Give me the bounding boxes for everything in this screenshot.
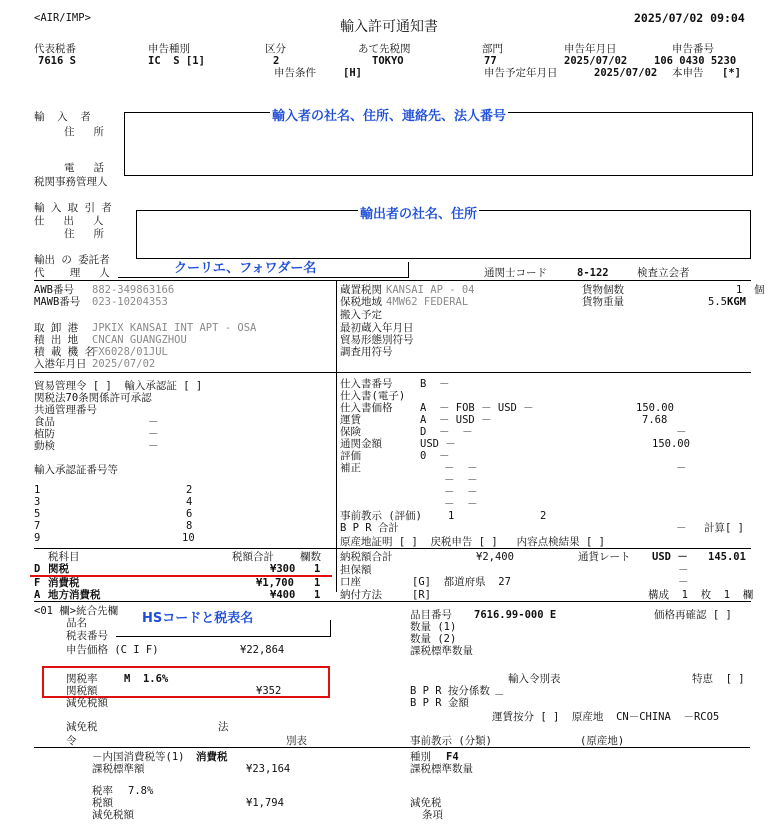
adjustment-line: － － (444, 474, 478, 486)
freight-origin: 運賃按分 [ ] 原産地 CN－CHINA －RCO5 (492, 711, 720, 723)
value-valuation: 0 － (420, 450, 450, 462)
label-dest-customs: あて先税関 (358, 43, 411, 55)
value-prior-ruling-2: 2 (540, 510, 547, 522)
amount-invoice-price: 150.00 (636, 402, 674, 414)
label-trade-party: 輸 入 取 引 者 (34, 202, 112, 214)
value-animal: － (148, 440, 159, 452)
importer-annotation: 輸入者の社名、住所、連絡先、法人番号 (272, 109, 507, 124)
amount-adjustment: － (676, 462, 687, 474)
value-main-decl: [*] (722, 67, 741, 79)
value-cif: ¥22,864 (240, 644, 285, 656)
value-decl-type: IC S [1] (148, 55, 205, 67)
label-kind: 種別 (410, 751, 431, 763)
approval-num: 9 (34, 532, 41, 544)
label-customs-value: 通関金額 (340, 438, 382, 450)
label-bonded-area: 保税地域 (340, 296, 382, 308)
label-section: 部門 (482, 43, 503, 55)
issue-datetime: 2025/07/02 09:04 (634, 11, 745, 25)
label-bpr-amount: B P R 金額 (410, 697, 469, 709)
label-decl-type: 申告種別 (148, 43, 190, 55)
label-reprice: 価格再確認 [ ] (654, 609, 732, 621)
value-category: 2 (273, 55, 280, 67)
label-invoice-price: 仕入書価格 (340, 402, 393, 414)
label-origin-cert: 原産地証明 [ ] 戻税申告 [ ] 内容点検結果 [ ] (340, 536, 605, 548)
value-adjustment: － － (444, 462, 478, 474)
label-decl-date: 申告年月日 (564, 43, 617, 55)
label-flight: 積 載 機 名 (34, 346, 95, 358)
composition: 構成 1 枚 1 欄 (648, 589, 754, 601)
tax-cols-local: 1 (314, 589, 321, 601)
tax-cols-consumption: 1 (314, 577, 321, 589)
label-exempt-amount: 減免税額 (66, 697, 108, 709)
label-tax-base: 課税標準額 (92, 763, 145, 775)
value-bpr-dash: － (494, 689, 505, 701)
label-payment-method: 納付方法 (340, 589, 382, 601)
label-importer-phone: 電 話 (64, 162, 104, 174)
label-item-name: 品名 (66, 617, 87, 629)
label-prior-class: 事前教示 (分類) (410, 735, 492, 747)
value-plant: － (148, 428, 159, 440)
label-plan-date: 申告予定年月日 (484, 67, 558, 79)
label-loading-place: 積 出 地 (34, 334, 79, 346)
label-decl-cond: 申告条件 (274, 67, 316, 79)
value-weight: 5.5 (708, 296, 727, 308)
value-invoice-no: B － (420, 378, 450, 390)
value-account-dash: － (678, 576, 689, 588)
agent-annotation: クーリエ、フォワダー名 (174, 261, 317, 276)
label-awb: AWB番号 (34, 284, 74, 296)
label-tax-item: 税科目 (48, 551, 80, 563)
label-discharge-port: 取 卸 港 (34, 322, 79, 334)
label-bpr-coef: B P R 按分係数 (410, 685, 490, 697)
label-qty2: 数量 (2) (410, 633, 457, 645)
label-prior-ruling: 事前教示 (評価) (340, 510, 422, 522)
label-first-storage: 最初蔵入年月日 (340, 322, 414, 334)
label-survey-code: 調査用符号 (340, 346, 393, 358)
label-law: 法 (218, 721, 229, 733)
unit-packages: 個 (754, 284, 765, 296)
value-domestic-tax-name: 消費税 (196, 751, 228, 763)
value-food: － (148, 416, 159, 428)
approval-num: 7 (34, 520, 41, 532)
label-exchange-rate: 通貨レート (578, 551, 631, 563)
item-header: <01 欄>統合先欄 (34, 605, 119, 617)
label-rep-code: 代表税番 (34, 43, 76, 55)
value-packages: 1 (736, 284, 743, 296)
label-shipper: 仕 出 人 (34, 215, 104, 227)
label-arrival-date: 入港年月日 (34, 358, 87, 370)
value-awb: 882-349863166 (92, 284, 175, 296)
tax-name-consumption: 消費税 (48, 577, 80, 589)
value-kind: F4 (446, 751, 459, 763)
value-section: 77 (484, 55, 497, 67)
unit-weight: KGM (727, 296, 746, 308)
label-art70: 関税法70条関係許可承認 (34, 392, 152, 404)
value-insurance: D － － (420, 426, 473, 438)
divider (34, 280, 751, 281)
label-preferential: 特恵 [ ] (692, 673, 745, 685)
value-discharge-port: JPKIX KANSAI INT APT - OSA (92, 322, 257, 334)
label-calc: 計算[ ] (704, 522, 744, 534)
label-customs-admin: 税関事務管理人 (34, 176, 108, 188)
label-account: 口座 (340, 576, 361, 588)
label-inspection-witness: 検査立会者 (637, 267, 690, 279)
label-annex: 別表 (286, 735, 307, 747)
divider (34, 601, 751, 602)
label-agent: 代 理 人 (34, 267, 110, 279)
label-decl-no: 申告番号 (672, 43, 714, 55)
value-bpr-total: － (676, 522, 687, 534)
label-bpr-total: B P R 合計 (340, 522, 399, 534)
label-category: 区分 (265, 43, 286, 55)
tax-cols-duty: 1 (314, 563, 321, 575)
label-import-table: 輸入令別表 (508, 673, 561, 685)
value-dest-customs: TOKYO (372, 55, 404, 67)
label-invoice-no: 仕入書番号 (340, 378, 393, 390)
value-invoice-price: A － FOB － USD － (420, 402, 534, 414)
value-bonded-area: 4MW62 FEDERAL (386, 296, 469, 308)
system-label: <AIR/IMP> (34, 12, 91, 24)
label-insurance: 保険 (340, 426, 361, 438)
label-domestic-tax: －内国消費税等(1) (92, 751, 185, 763)
label-order: 令 (66, 735, 77, 747)
value-mawb: 023-10204353 (92, 296, 168, 308)
label-ctax-amount: 税額 (92, 797, 113, 809)
label-qty1: 数量 (1) (410, 621, 457, 633)
vertical-divider (336, 280, 337, 592)
tax-amount-consumption: ¥1,700 (256, 577, 294, 589)
value-freight: A － USD － (420, 414, 492, 426)
adjustment-line: － － (444, 486, 478, 498)
label-consignor: 輸出 の 委託者 (34, 254, 110, 266)
label-clause: 条項 (422, 809, 443, 821)
label-invoice-electronic: 仕入書(電子) (340, 390, 406, 402)
label-kind-qty: 課税標準数量 (410, 763, 473, 775)
value-rep-code: 7616 S (38, 55, 76, 67)
label-ctax-rate: 税率 (92, 785, 113, 797)
approval-num: 8 (186, 520, 193, 532)
tax-amount-duty: ¥300 (270, 563, 296, 575)
amount-freight: 7.68 (642, 414, 668, 426)
value-security: － (678, 564, 689, 576)
label-common-mgmt: 共通管理番号 (34, 404, 97, 416)
label-valuation: 評価 (340, 450, 361, 462)
approval-num: 5 (34, 508, 41, 520)
value-prior-ruling-1: 1 (448, 510, 455, 522)
label-storage-customs: 蔵置税関 (340, 284, 382, 296)
label-adjustment: 補正 (340, 462, 361, 474)
tax-code-local: A (34, 589, 41, 601)
label-cif: 申告価格 (C I F) (66, 644, 159, 656)
label-weight: 貨物重量 (582, 296, 624, 308)
label-duty-amount: 関税額 (66, 685, 98, 697)
approval-num: 2 (186, 484, 193, 496)
label-shipper-address: 住 所 (64, 228, 104, 240)
value-rate-currency: USD － (652, 551, 688, 563)
value-loading-place: CNCAN GUANGZHOU (92, 334, 187, 346)
value-duty-rate: M 1.6% (124, 673, 169, 685)
value-broker-code: 8-122 (577, 267, 609, 279)
label-taxable-qty: 課税標準数量 (410, 645, 473, 657)
label-approval-no: 輸入承認証番号等 (34, 464, 118, 476)
tax-name-local: 地方消費税 (48, 589, 101, 601)
label-total-tax: 納税額合計 (340, 551, 393, 563)
amount-customs-value: 150.00 (652, 438, 690, 450)
value-arrival-date: 2025/07/02 (92, 358, 156, 370)
label-carry-in: 搬入予定 (340, 309, 382, 321)
value-customs-value: USD － (420, 438, 456, 450)
value-storage-customs: KANSAI AP - 04 (386, 284, 475, 296)
label-importer-address: 住 所 (64, 126, 104, 138)
label-ctax-exempt: 減免税額 (92, 809, 134, 821)
label-freight: 運賃 (340, 414, 361, 426)
tax-code-duty: D (34, 563, 41, 575)
approval-num: 1 (34, 484, 41, 496)
value-ctax-amount: ¥1,794 (246, 797, 284, 809)
value-decl-cond: [H] (343, 67, 362, 79)
value-decl-date: 2025/07/02 (564, 55, 628, 67)
value-duty-amount: ¥352 (256, 685, 282, 697)
value-total-tax: ¥2,400 (476, 551, 514, 563)
label-duty-rate: 関税率 (66, 673, 98, 685)
label-tariff-no: 税表番号 (66, 630, 108, 642)
approval-num: 10 (182, 532, 195, 544)
label-importer: 輸 入 者 (34, 111, 91, 123)
label-food: 食品 (34, 416, 55, 428)
approval-num: 6 (186, 508, 193, 520)
label-security: 担保額 (340, 564, 372, 576)
divider (34, 548, 751, 549)
tax-amount-local: ¥400 (270, 589, 296, 601)
label-packages: 貨物個数 (582, 284, 624, 296)
amount-insurance: － (676, 426, 687, 438)
label-main-decl: 本申告 (672, 67, 704, 79)
label-plant: 植防 (34, 428, 55, 440)
exporter-annotation: 輸出者の社名、住所 (360, 207, 478, 222)
label-mawb: MAWB番号 (34, 296, 81, 308)
page-title: 輸入許可通知書 (340, 19, 438, 35)
value-flight: FX6028/01JUL (92, 346, 168, 358)
approval-num: 3 (34, 496, 41, 508)
approval-num: 4 (186, 496, 193, 508)
value-hs-code: 7616.99-000 E (474, 609, 557, 621)
adjustment-line: － － (444, 498, 478, 510)
label-origin-paren: (原産地) (580, 735, 625, 747)
label-broker-code: 通関士コード (484, 267, 547, 279)
value-decl-no: 106 0430 5230 (654, 55, 737, 67)
divider (34, 747, 750, 748)
label-exempt-tax: 減免税 (66, 721, 98, 733)
hs-annotation: HSコードと税表名 (142, 611, 254, 626)
value-payment-method: [R] (412, 589, 431, 601)
label-columns: 欄数 (300, 551, 321, 563)
label-hs-code: 品目番号 (410, 609, 452, 621)
divider (34, 372, 751, 373)
label-trade-control: 貿易管理令 [ ] 輸入承認証 [ ] (34, 380, 203, 392)
label-trade-form: 貿易形態別符号 (340, 334, 414, 346)
label-tax-total: 税額合計 (232, 551, 274, 563)
tax-name-duty: 関税 (48, 563, 69, 575)
value-ctax-rate: 7.8% (128, 785, 154, 797)
value-tax-base: ¥23,164 (246, 763, 291, 775)
value-plan-date: 2025/07/02 (594, 67, 658, 79)
value-exchange-rate: 145.01 (708, 551, 746, 563)
tax-code-consumption: F (34, 577, 41, 589)
label-exempt-tax-2: 減免税 (410, 797, 442, 809)
label-animal: 動検 (34, 440, 55, 452)
value-account: [G] 都道府県 27 (412, 576, 511, 588)
